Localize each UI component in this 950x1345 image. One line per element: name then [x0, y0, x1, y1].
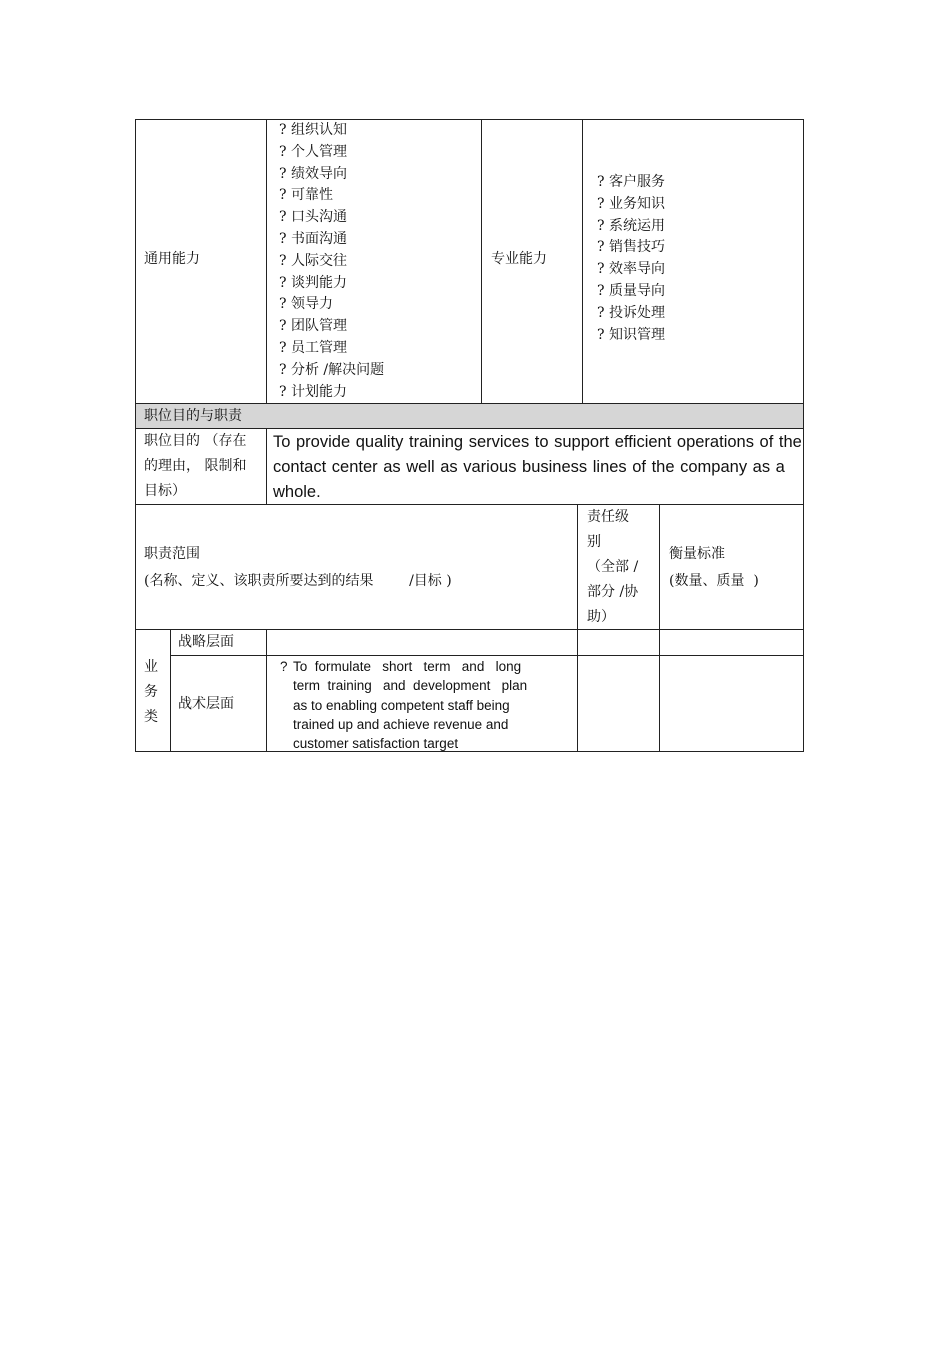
general-competency-item: [279, 273, 384, 295]
bullet-glyph: ?: [279, 318, 291, 335]
purpose-label-cell: [135, 428, 267, 505]
strategic-measure-cell: [659, 629, 804, 656]
responsibility-level-line-3: （全部 /: [587, 559, 639, 575]
bullet-glyph: ?: [279, 209, 291, 226]
bullet-glyph: ?: [279, 230, 291, 247]
measurement-header-cell: [659, 504, 804, 630]
professional-competency-label-cell: [481, 119, 583, 404]
general-competency-item-label: 书面沟通: [290, 230, 347, 247]
bullet-glyph: ?: [597, 239, 609, 256]
responsibility-level-line-1: 责任级: [587, 509, 629, 525]
bullet-glyph: ?: [279, 187, 291, 204]
general-competency-item-label: 计划能力: [290, 383, 347, 400]
tactical-label: 战术层面: [178, 696, 234, 712]
bullet-glyph: ?: [597, 282, 609, 299]
general-competency-item: [279, 316, 384, 338]
general-competency-item: [279, 294, 384, 316]
bullet-glyph: ?: [597, 326, 609, 343]
professional-competency-item-label: 业务知识: [608, 195, 665, 212]
general-competency-item-label: 个人管理: [290, 143, 347, 160]
section-header-title: 职位目的与职责: [144, 408, 242, 424]
tactical-level-cell: [577, 655, 660, 752]
duty-scope-title: 职责范围: [144, 546, 200, 562]
business-category-char-3: 类: [144, 709, 158, 725]
tactical-measure-cell: [659, 655, 804, 752]
bullet-glyph: ?: [279, 252, 291, 269]
bullet-glyph: ?: [279, 122, 291, 138]
purpose-text: To provide quality training services to support efficient operations of the contact center as well as various business lines of the company as a whole.: [273, 433, 802, 501]
business-category-char-1: 业: [144, 659, 158, 675]
general-competency-item: [279, 185, 384, 207]
responsibility-level-header-cell: [577, 504, 660, 630]
professional-competency-item-label: 客户服务: [608, 174, 665, 190]
tactical-line-4: trained up and achieve revenue and: [293, 716, 509, 732]
general-competency-item-label: 谈判能力: [290, 274, 347, 291]
duty-scope-subtitle: (名称、定义、该职责所要达到的结果 /目标 ): [144, 573, 452, 589]
general-competency-item-label: 团队管理: [290, 318, 347, 335]
bullet-glyph: ?: [279, 383, 291, 400]
general-competency-item-label: 员工管理: [290, 339, 347, 356]
tactical-line-1: To formulate short term and long: [293, 659, 522, 674]
professional-competency-item-label: 效率导向: [608, 261, 665, 278]
strategic-label: 战略层面: [178, 634, 234, 650]
bullet-glyph: ?: [597, 261, 609, 278]
professional-competency-item-label: 知识管理: [608, 326, 665, 343]
bullet-glyph: ?: [279, 274, 291, 291]
tactical-label-cell: [170, 655, 267, 752]
professional-competency-item-label: 投诉处理: [608, 304, 665, 321]
general-competency-label: 通用能力: [144, 251, 200, 267]
general-competency-item-label: 绩效导向: [290, 165, 347, 182]
professional-competency-list-cell: [582, 119, 804, 404]
general-competency-item-label: 领导力: [290, 296, 333, 313]
general-competency-item-label: 分析 /解决问题: [290, 361, 385, 378]
general-competency-item-label: 人际交往: [290, 252, 347, 269]
professional-competency-item-label: 系统运用: [608, 217, 665, 234]
professional-competency-item: [597, 237, 665, 259]
bullet-glyph: ?: [279, 361, 291, 378]
professional-competency-item: [597, 281, 665, 303]
strategic-level-cell: [577, 629, 660, 656]
professional-competency-item-label: 质量导向: [608, 282, 665, 299]
general-competency-item: [279, 207, 384, 229]
general-competency-item: [279, 142, 384, 164]
general-competency-item-label: 口头沟通: [290, 209, 347, 226]
purpose-label-line-2: 的理由， 限制和: [144, 458, 247, 474]
general-competency-item: [279, 164, 384, 186]
professional-competency-item: [597, 259, 665, 281]
business-category-char-2: 务: [144, 684, 158, 700]
professional-competency-label: 专业能力: [491, 251, 547, 267]
general-competency-item: [279, 382, 384, 404]
professional-competency-item-label: 销售技巧: [608, 239, 665, 256]
responsibility-level-line-5: 助）: [587, 609, 615, 625]
bullet-glyph: ?: [597, 304, 609, 321]
bullet-glyph: ?: [279, 296, 291, 313]
bullet-glyph: ?: [279, 165, 291, 182]
professional-competency-item: [597, 194, 665, 216]
professional-competency-item: [597, 303, 665, 325]
general-competency-item: [279, 360, 384, 382]
general-competency-item: [279, 338, 384, 360]
tactical-bullet: ?: [280, 659, 288, 674]
professional-competency-list: [597, 172, 665, 346]
purpose-label-line-1: 职位目的 （存在: [144, 433, 247, 449]
tactical-line-3: as to enabling competent staff being: [293, 697, 510, 713]
general-competency-item-label: 组织认知: [290, 122, 347, 138]
general-competency-item: [279, 229, 384, 251]
general-competency-label-cell: [135, 119, 267, 404]
duty-scope-header-cell: [135, 504, 578, 630]
professional-competency-item: [597, 172, 665, 194]
professional-competency-item: [597, 325, 665, 347]
professional-competency-item: [597, 216, 665, 238]
strategic-content-cell: [266, 629, 578, 656]
general-competency-list: [279, 120, 384, 403]
tactical-line-2: term training and development plan: [293, 678, 528, 694]
general-competency-item: [279, 251, 384, 273]
general-competency-item-label: 可靠性: [290, 187, 333, 204]
strategic-label-cell: [170, 629, 267, 656]
bullet-glyph: ?: [597, 217, 609, 234]
responsibility-level-line-4: 部分 /协: [587, 584, 639, 600]
bullet-glyph: ?: [279, 339, 291, 356]
bullet-glyph: ?: [597, 195, 609, 212]
responsibility-level-line-2: 别: [587, 534, 601, 550]
measurement-subtitle: (数量、质量 ): [669, 573, 759, 589]
measurement-title: 衡量标准: [669, 546, 725, 562]
section-header-row: [135, 403, 804, 429]
bullet-glyph: ?: [279, 143, 291, 160]
business-category-cell: [135, 629, 171, 752]
bullet-glyph: ?: [597, 174, 609, 190]
general-competency-item: [279, 120, 384, 142]
tactical-responsibility-text: [280, 657, 565, 753]
purpose-label-line-3: 目标）: [144, 483, 186, 499]
general-competency-list-cell: [266, 119, 482, 404]
tactical-line-5: customer satisfaction target: [293, 736, 459, 752]
